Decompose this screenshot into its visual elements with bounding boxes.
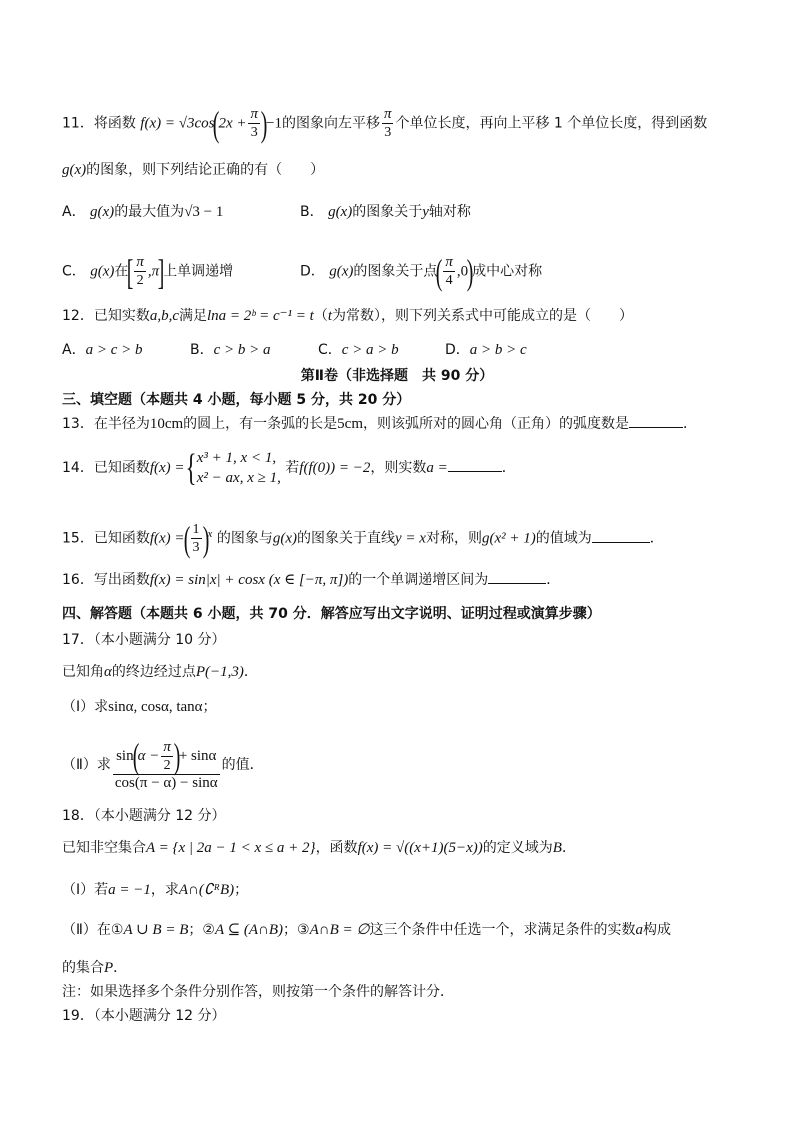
q18-p1-label: （Ⅰ）若 <box>62 882 109 898</box>
option-c-text1: 在 <box>114 263 129 280</box>
q15-f: f(x) = <box>149 530 185 547</box>
q18-b: B <box>552 840 562 856</box>
q12-option-d <box>445 340 527 360</box>
q18-note: 注：如果选择多个条件分别作答，则按第一个条件的解答计分． <box>62 984 454 1000</box>
q11-shift-den: 3 <box>384 125 392 140</box>
q12-d-expr: a > b > c <box>469 342 527 358</box>
option-d-text1: 的图象关于点 <box>353 263 438 280</box>
q17-num-rest: + sinα <box>178 747 217 764</box>
q18-statement <box>62 838 576 858</box>
q12-text2: 满足 <box>179 308 207 324</box>
q15-text2: 的图象与 <box>216 530 273 547</box>
q18-text4: ． <box>561 840 576 856</box>
q18-text2: ，函数 <box>315 840 358 856</box>
option-b-y: y <box>422 204 429 220</box>
q17-part2 <box>62 730 264 800</box>
q16: 16．写出函数f(x) = sin|x| + cosx (x ∈ [−π, π])的一个单调递增区间为 ． <box>62 572 561 588</box>
q18-p1-end: ； <box>234 882 249 898</box>
q16-f: f(x) = sin|x| + cosx (x ∈ [−π, π]) <box>149 572 349 588</box>
q18-part2 <box>62 920 671 940</box>
q14-text1: 14．已知函数 <box>62 460 150 476</box>
q14-text3: ，则实数 <box>370 460 427 476</box>
q18-text1: 已知非空集合 <box>62 840 146 856</box>
paren-left: ( <box>183 518 190 559</box>
section-4-title: 四、解答题（本题共 6 小题，共 70 分．解答应写出文字说明、证明过程或演算步骤） <box>62 606 601 622</box>
q13-text2: 的圆上，有一条弧的长是 <box>183 416 338 432</box>
q12-c-label: C． <box>318 342 342 358</box>
q11-options-cd <box>62 251 543 292</box>
q18-p2-text2: ；③ <box>283 922 310 938</box>
q18-p2-label: （Ⅱ）在① <box>62 922 124 938</box>
bracket-left: [ <box>127 251 134 292</box>
q11-frac-pi-3 <box>248 106 260 141</box>
q14-text2: 若 <box>285 460 300 476</box>
section-3-title: 三、填空题（本题共 4 小题，每小题 5 分，共 20 分） <box>62 392 411 408</box>
option-a-text: 的最大值为 <box>114 204 185 220</box>
q12-d-label: D． <box>445 342 470 358</box>
q12-b-expr: c > b > a <box>213 342 271 358</box>
option-d-g: g(x) <box>329 263 354 280</box>
q18-a: a <box>635 922 643 938</box>
option-d-num: π <box>445 254 453 270</box>
q14: 14．已知函数f(x) ={ x³ + 1, x < 1, x² − ax, x ≥ 1, 若f(f(0)) = −2，则实数a = ． <box>62 447 516 489</box>
q13-answer-blank[interactable] <box>629 427 683 428</box>
q18-text3: 的定义域为 <box>482 840 553 856</box>
q16-text2: 的一个单调递增区间为 <box>348 572 489 588</box>
q11-stem-line2 <box>62 160 324 180</box>
q17-num-frac-num: π <box>163 738 171 755</box>
paren-left: ( <box>132 736 139 776</box>
q14-a: a = <box>426 460 448 476</box>
paren-left: ( <box>213 103 220 144</box>
q13-length: 5cm <box>337 416 363 432</box>
q17-num-frac-den: 2 <box>163 757 171 773</box>
q11-text4: 的图象，则下列结论正确的有（ ） <box>86 162 325 178</box>
q16-text1: 16．写出函数 <box>62 572 150 588</box>
q14-case2: x² − ax, x ≥ 1, <box>196 470 281 486</box>
q18-p2-text4: 构成 <box>642 922 671 938</box>
q18-cond2: A ⊆ (A∩B) <box>214 922 284 938</box>
q14-condition: f(f(0)) = −2 <box>299 460 371 476</box>
paren-right: ) <box>466 251 474 292</box>
q18-p1-cond: a = −1 <box>108 882 151 898</box>
option-b-text: 的图象关于 <box>352 204 423 220</box>
q12-t: t <box>327 308 332 324</box>
q15-den: 3 <box>192 540 200 556</box>
option-d-den: 4 <box>445 273 453 288</box>
q18-set-a: A = {x | 2a − 1 < x ≤ a + 2} <box>146 840 316 856</box>
paren-right: ) <box>202 518 209 559</box>
option-d-label: D． <box>300 263 325 280</box>
q19-head: 19．（本小题满分 12 分） <box>62 1008 226 1024</box>
q17-alpha: α <box>104 664 112 680</box>
q18-part1 <box>62 880 248 900</box>
option-c-pi: ,π <box>147 263 160 280</box>
q12-vars: a,b,c <box>149 308 179 324</box>
option-c-text2: 上单调递增 <box>163 263 234 280</box>
q18-p1-text: ，求 <box>150 882 179 898</box>
q11-stem-line1 <box>62 103 708 144</box>
q15-line: y = x <box>395 530 426 547</box>
q11-text3: 个单位长度，再向上平移 1 个单位长度，得到函数 <box>395 115 708 132</box>
q18-p1-expr: A∩(∁ᴿB) <box>178 882 235 898</box>
q12-a-expr: a > c > b <box>85 342 143 358</box>
q17-statement <box>62 662 258 682</box>
q17-p1-end: ； <box>202 699 217 715</box>
q11-options-ab <box>62 202 471 222</box>
q11-number: 11． <box>62 115 94 132</box>
q13-text3: ，则该弧所对的圆心角（正角）的弧度数是 <box>362 416 629 432</box>
q17-num-frac <box>161 739 173 774</box>
option-d <box>300 251 543 292</box>
option-b-text2: 轴对称 <box>428 204 471 220</box>
q13: 13．在半径为10cm的圆上，有一条弧的长是5cm，则该弧所对的圆心角（正角）的弧度数是 ． <box>62 416 697 432</box>
q15-frac <box>191 521 202 556</box>
q12-c-expr: c > a > b <box>341 342 399 358</box>
q18-cond3: A∩B = ∅ <box>309 922 370 938</box>
q14-f: f(x) = <box>149 460 185 476</box>
option-c-g: g(x) <box>90 263 115 280</box>
q15-g: g(x) <box>272 530 298 547</box>
q11-text: 将函数 <box>93 115 136 132</box>
paren-right: ) <box>260 103 268 144</box>
option-a-g: g(x) <box>90 204 115 220</box>
q17-p1-label: （Ⅰ）求 <box>62 699 109 715</box>
option-b-label: B． <box>300 204 324 220</box>
q18-p2-text3: 这三个条件中任选一个，求满足条件的实数 <box>369 922 636 938</box>
q18-part2-line2 <box>62 958 127 978</box>
q17-p2-label: （Ⅱ）求 <box>62 757 111 773</box>
q12-a-label: A． <box>62 342 86 358</box>
option-c-den: 2 <box>136 273 144 288</box>
q17-num-sin: sin <box>116 747 134 764</box>
q17-p2-end: 的值． <box>221 757 264 773</box>
q12-b-label: B． <box>190 342 214 358</box>
q17-part1 <box>62 697 217 717</box>
q12-option-c <box>318 340 399 360</box>
q17-fraction <box>113 736 220 792</box>
q17-text1: 已知角 <box>62 664 104 680</box>
q14-case1: x³ + 1, x < 1, <box>196 450 277 466</box>
q11-g: g(x) <box>62 162 87 178</box>
q14-cases <box>197 448 281 488</box>
q15: 15．已知函数f(x) =( $\frac{1}{3}$ )$^x$ 的图象与g(x)的图象关于直线y = x对称，则g(x² + 1)的值域为 ． <box>62 518 664 559</box>
paren-left: ( <box>436 251 443 292</box>
q15-text3: 的图象关于直线 <box>297 530 396 547</box>
option-d-zero: ,0 <box>456 263 469 280</box>
option-b <box>300 202 471 222</box>
q15-num: 1 <box>192 522 200 538</box>
q12-text1: 12．已知实数 <box>62 308 150 324</box>
q17-num-inner: α − <box>137 747 160 764</box>
q15-answer-blank[interactable] <box>592 542 650 543</box>
q18-cond1: A ∪ B = B <box>123 922 189 938</box>
option-c-num: π <box>136 254 144 270</box>
brace-left: { <box>185 447 197 489</box>
q11-minus-one: −1 <box>266 115 282 132</box>
q12-text3: （ <box>313 308 328 324</box>
q17-text2: 的终边经过点 <box>111 664 196 680</box>
q12-option-a <box>62 340 142 360</box>
q17-head: 17．（本小题满分 10 分） <box>62 632 226 648</box>
q18-p: P <box>104 960 114 976</box>
q11-function: f(x) = √3cos <box>140 115 215 132</box>
part-2-title: 第Ⅱ卷（非选择题 共 90 分） <box>300 368 494 384</box>
option-c-frac <box>134 254 146 289</box>
q15-gx: g(x² + 1) <box>481 530 536 547</box>
option-a-value: √3 − 1 <box>184 204 224 220</box>
q12-stem <box>62 306 633 326</box>
q14-answer-blank[interactable] <box>448 471 502 472</box>
q12-option-b <box>190 340 271 360</box>
q18-head: 18．（本小题满分 12 分） <box>62 808 226 824</box>
q18-p2-text6: ． <box>113 960 128 976</box>
q15-text5: 的值域为 <box>535 530 592 547</box>
q17-text3: ． <box>243 664 258 680</box>
option-d-text2: 成中心对称 <box>472 263 543 280</box>
q13-radius: 10cm <box>149 416 184 432</box>
q18-f: f(x) = √((x+1)(5−x)) <box>357 840 483 856</box>
q17-p1-expr: sinα, cosα, tanα <box>108 699 203 715</box>
q11-text2: 的图象向左平移 <box>281 115 380 132</box>
q16-answer-blank[interactable] <box>488 583 546 584</box>
q15-text4: 对称，则 <box>425 530 482 547</box>
q18-p2-text1: ；② <box>188 922 215 938</box>
q15-exponent: x <box>207 528 213 540</box>
q12-equation: lna = 2ᵇ = c⁻¹ = t <box>207 308 314 324</box>
option-d-frac <box>443 254 455 289</box>
q11-frac-num: π <box>250 106 258 122</box>
q17-numerator <box>113 736 220 776</box>
option-c-label: C． <box>62 263 86 280</box>
q11-shift-frac <box>382 106 394 141</box>
q11-frac-den: 3 <box>250 125 258 140</box>
q18-p2-text5: 的集合 <box>62 960 104 976</box>
q15-text1: 15．已知函数 <box>62 530 150 547</box>
bracket-right: ] <box>157 251 165 292</box>
q13-text1: 13．在半径为 <box>62 416 150 432</box>
q17-denominator: cos(π − α) − sinα <box>114 774 218 791</box>
option-b-g: g(x) <box>328 204 353 220</box>
paren-right: ) <box>173 736 181 776</box>
q12-text4: 为常数），则下列关系式中可能成立的是（ ） <box>331 308 633 324</box>
q17-point: P(−1,3) <box>195 664 244 680</box>
q11-shift-num: π <box>383 106 392 122</box>
option-a-label: A． <box>62 204 86 220</box>
q11-inner: 2x + <box>218 115 247 132</box>
